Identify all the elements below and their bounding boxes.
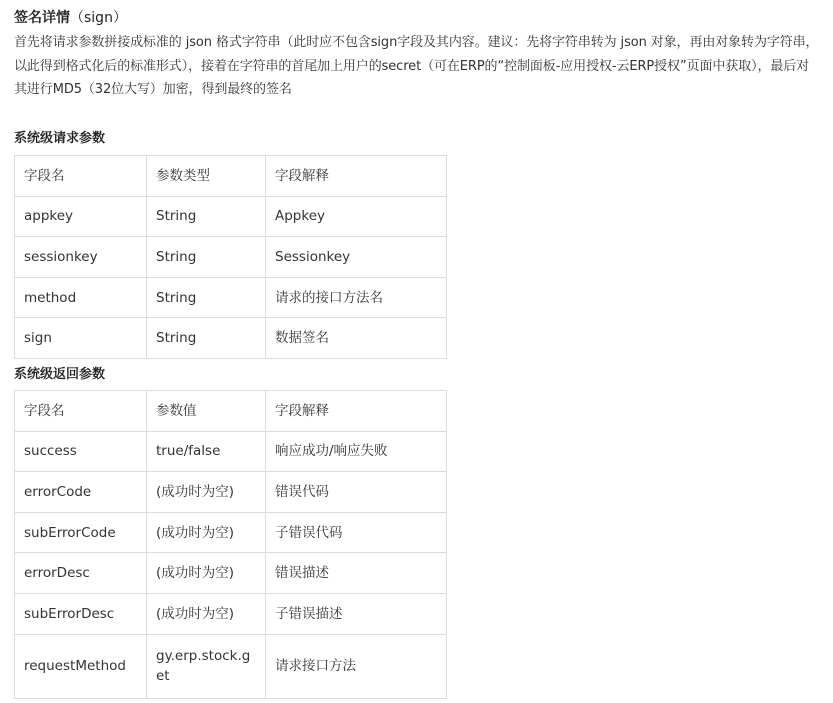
cell-param-value: true/false	[147, 431, 266, 472]
cell-param-value: gy.erp.stock.get	[147, 634, 266, 698]
sign-section-title	[14, 8, 820, 28]
table-header-row	[15, 391, 447, 432]
table-row	[15, 512, 447, 553]
doc-page	[14, 8, 820, 685]
cell-field-desc: 错误描述	[266, 553, 447, 594]
response-params-table	[14, 390, 447, 699]
cell-field-name: errorCode	[15, 472, 147, 513]
cell-field-name: subErrorDesc	[15, 593, 147, 634]
header-cell-field-desc: 字段解释	[266, 391, 447, 432]
sign-title-text: 签名详情	[14, 10, 70, 26]
cell-param-value: (成功时为空)	[147, 512, 266, 553]
header-cell-param-value: 参数值	[147, 391, 266, 432]
table-header-row	[15, 156, 447, 197]
table-row	[15, 472, 447, 513]
response-params-title: 系统级返回参数	[14, 367, 106, 382]
cell-field-name: sign	[15, 318, 147, 359]
cell-field-desc: 请求接口方法	[266, 634, 447, 698]
cell-field-desc: 子错误描述	[266, 593, 447, 634]
cell-field-desc: 响应成功/响应失败	[266, 431, 447, 472]
table-row	[15, 237, 447, 278]
cell-field-desc: Sessionkey	[266, 237, 447, 278]
table-row	[15, 634, 447, 698]
cell-field-desc: 子错误代码	[266, 512, 447, 553]
cell-field-name: requestMethod	[15, 634, 147, 698]
cell-field-desc: 请求的接口方法名	[266, 277, 447, 318]
table-row	[15, 318, 447, 359]
cell-param-value: (成功时为空)	[147, 593, 266, 634]
request-params-table	[14, 155, 447, 359]
table-row	[15, 553, 447, 594]
table-row	[15, 431, 447, 472]
cell-param-value: (成功时为空)	[147, 472, 266, 513]
cell-field-name: sessionkey	[15, 237, 147, 278]
header-cell-field-desc: 字段解释	[266, 156, 447, 197]
table-row	[15, 196, 447, 237]
table-row	[15, 277, 447, 318]
table-row	[15, 593, 447, 634]
cell-field-desc: 数据签名	[266, 318, 447, 359]
cell-param-type: String	[147, 318, 266, 359]
cell-field-name: method	[15, 277, 147, 318]
cell-field-name: appkey	[15, 196, 147, 237]
header-cell-param-type: 参数类型	[147, 156, 266, 197]
cell-field-name: success	[15, 431, 147, 472]
cell-field-name: errorDesc	[15, 553, 147, 594]
sign-description: 首先将请求参数拼接成标准的 json 格式字符串（此时应不包含sign字段及其内容。建议：先将字符串转为 json 对象，再由对象转为字符串，以此得到格式化后的标准形式），接着在字符串的首尾加上用户的secret（可在ERP的“控制面板-应用授权-云ERP授权”页面中获取），最后对其进行MD5（32位大写）加密，得到最终的签名	[14, 35, 819, 97]
cell-field-desc: Appkey	[266, 196, 447, 237]
cell-field-name: subErrorCode	[15, 512, 147, 553]
cell-param-value: (成功时为空)	[147, 553, 266, 594]
request-params-title: 系统级请求参数	[14, 131, 106, 146]
cell-param-type: String	[147, 196, 266, 237]
header-cell-field-name: 字段名	[15, 391, 147, 432]
cell-field-desc: 错误代码	[266, 472, 447, 513]
sign-title-paren: （sign）	[70, 10, 127, 26]
cell-param-type: String	[147, 277, 266, 318]
cell-param-type: String	[147, 237, 266, 278]
header-cell-field-name: 字段名	[15, 156, 147, 197]
